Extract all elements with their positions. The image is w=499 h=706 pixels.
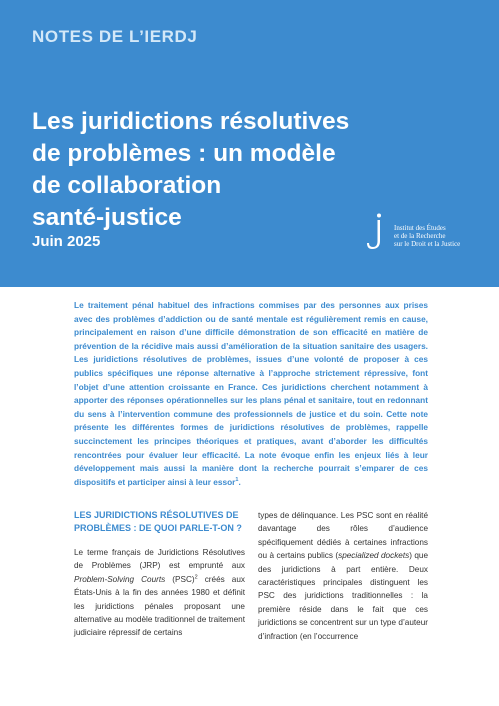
footnote-ref[interactable]: 1 — [235, 476, 239, 483]
ierdj-logo-icon — [366, 212, 390, 252]
right-paragraph — [258, 509, 428, 643]
abstract-text: Le traitement pénal habituel des infractions commises par des personnes aux prises avec des problèmes d’addiction ou de santé mentale est régulièrement remis en cause, principalement en raison d’une difficile démonstration de son efficacité en matière de prévention de la récidive mais aussi d’amélioration de la situation sanitaire des usagers. Les juridictions résolutives de problèmes, issues d’une volonté de proposer à ces publics spécifiques une réponse alternative à l’approche strictement répressive, font l’objet d’une attention croissante en France. Ces juridictions cherchent notamment à apporter des réponses opérationnelles sur les plans pénal et sanitaire, tout en redonnant du sens à l’intervention commune des professionnels de justice et du soin. Cette note présente les différentes formes de juridictions résolutives de problèmes, rappelle succinctement les principes théoriques et pratiques, avant d’aborder les difficultés rencontrées pour évaluer leur efficacité. La note évoque enfin les enjeux liés à leur développement mais aussi la manière dont la recherche pourrait s’emparer de ces dispositifs et participer ainsi à leur essor — [74, 300, 428, 487]
italic-term: specialized dockets — [338, 551, 410, 561]
document-title — [32, 106, 362, 234]
left-paragraph — [74, 546, 245, 640]
footnote-ref[interactable]: 2 — [194, 574, 198, 581]
header-banner — [0, 0, 499, 287]
section-heading: LES JURIDICTIONS RÉSOLUTIVES DE PROBLÈMES : DE QUOI PARLE-T-ON ? — [74, 510, 242, 533]
ierdj-logo — [366, 212, 488, 252]
logo-line: et de la Recherche — [394, 232, 446, 240]
logo-line: sur le Droit et la Justice — [394, 240, 461, 248]
text-run: créés aux États-Unis à la fin des années 1980 et définit les juridictions pénales proposant une alternative au modèle traditionnel de traitement judiciaire répressif de certains — [74, 574, 245, 638]
publication-date: Juin 2025 — [32, 233, 101, 250]
title-line: de collaboration — [32, 172, 222, 199]
title-line: santé-justice — [32, 204, 182, 231]
left-column — [74, 509, 245, 640]
series-label: NOTES DE L’IERDJ — [32, 27, 198, 46]
logo-line: Institut des Études — [394, 224, 446, 232]
italic-term: Problem-Solving Courts — [74, 574, 166, 584]
text-run: types de délinquance. Les PSC sont en réalité davantage des rôles d’audience spécifiquement dédiés à certaines infractions ou à certains publics ( — [258, 511, 428, 561]
abstract — [74, 299, 428, 489]
text-run: (PSC) — [165, 574, 195, 584]
abstract-end: . — [238, 476, 241, 487]
right-column — [258, 509, 428, 643]
logo-text — [394, 224, 460, 248]
title-line: Les juridictions résolutives — [32, 108, 350, 135]
title-line: de problèmes : un modèle — [32, 140, 336, 167]
text-run: ) que des juridictions à part entière. Deux caractéristiques principales distinguent les PSC des juridictions traditionnelles : la première réside dans le fait que ces juridictions se concentrent sur un type d’auteur d’infraction (en l’occurrence — [258, 551, 429, 641]
text-run: Le terme français de Juridictions Résolutives de Problèmes (JRP) est emprunté aux — [74, 548, 245, 571]
